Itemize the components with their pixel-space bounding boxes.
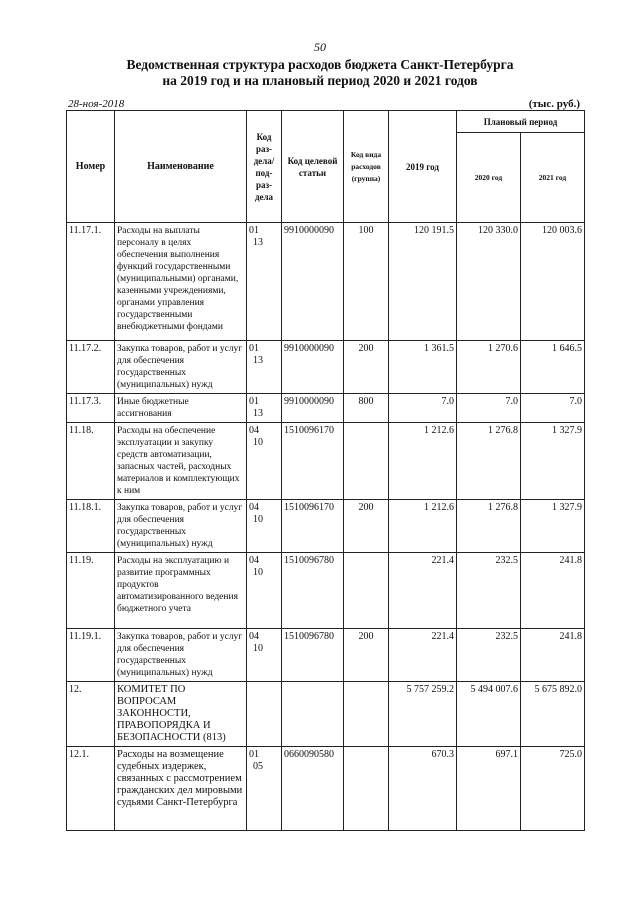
units-label: (тыс. руб.)	[528, 98, 580, 110]
subsection-code: 05	[253, 761, 263, 772]
header-year-2020: 2020 год	[457, 133, 521, 223]
row-expense-type	[344, 747, 389, 831]
row-expense-type: 200	[344, 629, 389, 682]
row-2019: 120 191.5	[389, 223, 457, 341]
row-name: Закупка товаров, работ и услуг для обеспечения государственных (муниципальных) нужд	[115, 500, 247, 553]
row-number: 11.19.	[67, 553, 115, 629]
subsection-code: 13	[253, 355, 263, 366]
row-name: КОМИТЕТ ПО ВОПРОСАМ ЗАКОННОСТИ, ПРАВОПОРЯДКА И БЕЗОПАСНОСТИ (813)	[115, 682, 247, 747]
header-target-code: Код целевой статьи	[282, 111, 344, 223]
header-expense-type-code: Код вида расходов (группа)	[344, 111, 389, 223]
header-section-code: Код раз-дела/ под-раз-дела	[247, 111, 282, 223]
row-section-code	[247, 553, 282, 629]
row-name: Расходы на выплаты персоналу в целях обеспечения выполнения функций государственными (муниципальными) органами, казенными учреждениями, органами управления государственными внебюджетными фондами	[115, 223, 247, 341]
row-2021: 1 327.9	[521, 500, 585, 553]
row-2020: 232.5	[457, 629, 521, 682]
row-number: 11.18.	[67, 423, 115, 500]
row-expense-type	[344, 423, 389, 500]
table-row	[67, 747, 585, 831]
row-2020: 1 276.8	[457, 500, 521, 553]
row-2020: 5 494 007.6	[457, 682, 521, 747]
row-number: 12.	[67, 682, 115, 747]
row-name: Расходы на эксплуатацию и развитие программных продуктов автоматизированного ведения бюджетного учета	[115, 553, 247, 629]
row-target-code: 9910000090	[282, 394, 344, 423]
section-code: 01	[249, 749, 259, 760]
row-expense-type: 800	[344, 394, 389, 423]
table-row	[67, 682, 585, 747]
subsection-code: 10	[253, 567, 263, 578]
row-target-code: 0660090580	[282, 747, 344, 831]
row-number: 11.17.3.	[67, 394, 115, 423]
row-section-code	[247, 394, 282, 423]
row-section-code	[247, 500, 282, 553]
row-number: 11.17.1.	[67, 223, 115, 341]
section-code: 04	[249, 631, 259, 642]
subsection-code: 13	[253, 408, 263, 419]
subsection-code: 13	[253, 237, 263, 248]
table-row	[67, 341, 585, 394]
section-code: 04	[249, 555, 259, 566]
row-2019: 1 212.6	[389, 500, 457, 553]
section-code: 04	[249, 425, 259, 436]
table-row	[67, 394, 585, 423]
row-section-code	[247, 423, 282, 500]
row-2021: 7.0	[521, 394, 585, 423]
table-row	[67, 423, 585, 500]
subsection-code: 10	[253, 643, 263, 654]
header-number: Номер	[67, 111, 115, 223]
row-2020: 1 276.8	[457, 423, 521, 500]
row-expense-type	[344, 682, 389, 747]
header-name: Наименование	[115, 111, 247, 223]
row-number: 12.1.	[67, 747, 115, 831]
row-name: Закупка товаров, работ и услуг для обеспечения государственных (муниципальных) нужд	[115, 341, 247, 394]
row-target-code: 1510096780	[282, 553, 344, 629]
row-section-code	[247, 629, 282, 682]
document-date: 28-ноя-2018	[68, 98, 125, 110]
row-target-code: 1510096780	[282, 629, 344, 682]
section-code: 04	[249, 502, 259, 513]
row-2019: 7.0	[389, 394, 457, 423]
table-row	[67, 553, 585, 629]
title-line-1: Ведомственная структура расходов бюджета Санкт-Петербурга	[126, 57, 514, 72]
row-target-code	[282, 682, 344, 747]
row-section-code	[247, 682, 282, 747]
row-expense-type: 200	[344, 341, 389, 394]
section-code: 01	[249, 225, 259, 236]
row-number: 11.17.2.	[67, 341, 115, 394]
row-name: Расходы на возмещение судебных издержек, связанных с рассмотрением гражданских дел мировыми судьями Санкт-Петербурга	[115, 747, 247, 831]
row-expense-type	[344, 553, 389, 629]
section-code: 01	[249, 343, 259, 354]
row-2021: 1 327.9	[521, 423, 585, 500]
row-expense-type: 200	[344, 500, 389, 553]
page-number: 50	[314, 40, 326, 54]
table-row	[67, 223, 585, 341]
header-year-2021: 2021 год	[521, 133, 585, 223]
row-2019: 670.3	[389, 747, 457, 831]
row-name: Иные бюджетные ассигнования	[115, 394, 247, 423]
title-line-2: на 2019 год и на плановый период 2020 и 2021 годов	[162, 73, 478, 88]
document-title	[0, 57, 640, 89]
row-2021: 120 003.6	[521, 223, 585, 341]
row-section-code	[247, 747, 282, 831]
row-2020: 1 270.6	[457, 341, 521, 394]
table-row	[67, 500, 585, 553]
row-2021: 1 646.5	[521, 341, 585, 394]
row-2021: 725.0	[521, 747, 585, 831]
header-planned-period: Плановый период	[457, 111, 585, 133]
row-2020: 697.1	[457, 747, 521, 831]
row-name: Закупка товаров, работ и услуг для обеспечения государственных (муниципальных) нужд	[115, 629, 247, 682]
row-2020: 120 330.0	[457, 223, 521, 341]
row-target-code: 1510096170	[282, 500, 344, 553]
subsection-code: 10	[253, 514, 263, 525]
header-year-2019: 2019 год	[389, 111, 457, 223]
row-2019: 221.4	[389, 553, 457, 629]
row-name: Расходы на обеспечение эксплуатации и закупку средств автоматизации, запасных частей, расходных материалов и комплектующих к ним	[115, 423, 247, 500]
section-code: 01	[249, 396, 259, 407]
row-2020: 7.0	[457, 394, 521, 423]
row-number: 11.19.1.	[67, 629, 115, 682]
table-row	[67, 629, 585, 682]
row-2021: 5 675 892.0	[521, 682, 585, 747]
row-2019: 1 361.5	[389, 341, 457, 394]
row-expense-type: 100	[344, 223, 389, 341]
row-2020: 232.5	[457, 553, 521, 629]
budget-table	[66, 110, 585, 831]
row-number: 11.18.1.	[67, 500, 115, 553]
subsection-code: 10	[253, 437, 263, 448]
row-target-code: 1510096170	[282, 423, 344, 500]
row-section-code	[247, 223, 282, 341]
row-target-code: 9910000090	[282, 341, 344, 394]
row-target-code: 9910000090	[282, 223, 344, 341]
row-2021: 241.8	[521, 553, 585, 629]
row-2019: 5 757 259.2	[389, 682, 457, 747]
row-2019: 1 212.6	[389, 423, 457, 500]
row-section-code	[247, 341, 282, 394]
row-2019: 221.4	[389, 629, 457, 682]
row-2021: 241.8	[521, 629, 585, 682]
